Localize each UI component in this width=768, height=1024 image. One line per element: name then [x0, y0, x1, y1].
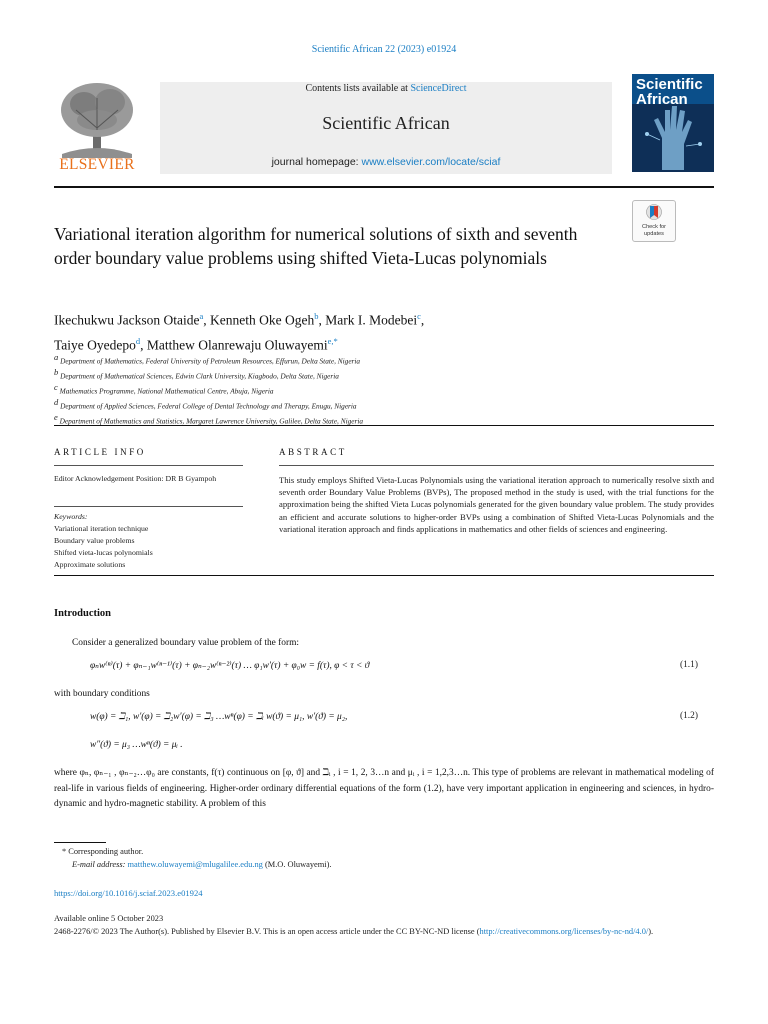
author-affiliation-link[interactable]: a	[199, 311, 204, 321]
affiliation-text: Department of Applied Sciences, Federal College of Dental Technology and Therapy, Enugu, Nigeria	[60, 401, 357, 411]
affiliation-marker: c	[54, 382, 58, 393]
license-statement	[54, 926, 714, 938]
crossmark-label	[633, 224, 675, 237]
affiliation-list	[54, 352, 714, 427]
journal-citation[interactable]	[0, 44, 768, 55]
elsevier-logo	[54, 80, 140, 176]
doi-link[interactable]: https://doi.org/10.1016/j.sciaf.2023.e01924	[54, 888, 203, 898]
article-info-rule	[54, 465, 243, 466]
cover-title-1: Scientific	[636, 76, 703, 93]
equation-1-1: φₙw⁽ⁿ⁾(τ) + φₙ₋₁w⁽ⁿ⁻¹⁾(τ) + φₙ₋₂w⁽ⁿ⁻²⁾(τ) … φ₁w′(τ) + φ₀w = f(τ), φ < τ < ϑ	[90, 661, 370, 671]
check-for-updates-badge[interactable]	[632, 200, 676, 242]
contents-line	[160, 82, 612, 94]
journal-name: Scientific African	[322, 113, 450, 133]
keywords-label: Keywords:	[54, 512, 88, 521]
author-affiliation-link[interactable]: d	[135, 335, 141, 346]
abstract-bottom-rule	[54, 575, 714, 576]
corresponding-author-note: * Corresponding author.	[62, 847, 144, 856]
affiliation-marker: a	[54, 352, 59, 362]
author-name: Ikechukwu Jackson Otaide	[54, 312, 200, 328]
author-separator: ,	[203, 312, 210, 328]
article-info-heading: ARTICLE INFO	[54, 447, 146, 457]
author-name: Mark I. Modebei	[325, 312, 418, 328]
keyword-item: Shifted vieta-lucas polynomials	[54, 548, 153, 557]
crossmark-line1: Check for	[642, 224, 666, 230]
author-name: Matthew Olanrewaju Oluwayemi	[146, 337, 328, 352]
affiliation-marker: b	[54, 367, 59, 378]
citation-link[interactable]: Scientific African 22 (2023) e01924	[311, 44, 457, 55]
homepage-link[interactable]: www.elsevier.com/locate/sciaf	[361, 156, 501, 168]
available-online: Available online 5 October 2023	[54, 914, 164, 923]
author-separator: ,	[420, 312, 425, 328]
author-affiliation-link[interactable]: c	[417, 311, 421, 321]
affiliation-text: Department of Mathematical Sciences, Edwin Clark University, Kiagbodo, Delta State, Nigeria	[60, 371, 339, 381]
email-footnote	[72, 860, 331, 869]
email-label: E-mail address:	[72, 860, 128, 869]
license-text: 2468-2276/© 2023 The Author(s). Published by Elsevier B.V. This is an open access article under the CC BY-NC-ND license (	[54, 927, 480, 936]
sciencedirect-link[interactable]: ScienceDirect	[410, 83, 467, 94]
affiliation-item	[54, 397, 714, 412]
article-title: Variational iteration algorithm for numerical solutions of sixth and seventh order boundary value problems using shifted Vieta-Lucas polynomials	[54, 224, 578, 268]
homepage-prefix: journal homepage:	[271, 156, 362, 168]
affiliation-marker: d	[54, 397, 59, 408]
keyword-item: Boundary value problems	[54, 536, 135, 545]
doi[interactable]	[54, 888, 203, 898]
author-list	[54, 306, 614, 355]
crossmark-icon	[646, 204, 662, 222]
equation-1-2-continued: w″(ϑ) = μ₃ …wⁿ(ϑ) = μᵢ .	[90, 740, 183, 750]
contents-prefix: Contents lists available at	[305, 83, 411, 94]
footnote-rule	[54, 842, 106, 843]
license-end: ).	[648, 927, 654, 936]
journal-homepage	[160, 156, 612, 168]
body-paragraph: where φₙ, φₙ₋₁ , φₙ₋₂…φ₀ are constants, f(τ) continuous on [φ, ϑ] and ℶᵢ , i = 1, 2, 3…n and μᵢ , i = 1,2,3…n. This type of problems are relevant in mathematical modeling of real-life in various fields of engineering. Higher-order ordinary differential equations of the form (1.2), have very important application in engineering and sciences, in hydro-dynamic and hydro-magnetic stability. A problem of this	[54, 768, 714, 810]
keyword-item: Variational iteration technique	[54, 524, 149, 533]
introduction-heading: Introduction	[54, 608, 111, 619]
body-paragraph: with boundary conditions	[54, 689, 150, 699]
keywords-rule	[54, 506, 243, 507]
abstract-heading: ABSTRACT	[279, 447, 347, 457]
author-affiliation-link[interactable]: e,*	[327, 335, 338, 346]
abstract-text: This study employs Shifted Vieta-Lucas Polynomials using the variational iteration approach to numerically resolve sixth and seventh order Boundary Value Problems (BVPs), The proposed method in the study is used, with the trial functions for the approximation being the shifted Vieta Lucas polynomials generated for the given boundary value problem. The study provides an efficient and accurate solutions to higher-order BVPs using a combination of Shifted Vieta-Lucas Polynomials and the variational iteration approach and finds applications in mathematics and other fields of sciences and engineering.	[279, 475, 714, 534]
header-rule	[54, 186, 714, 188]
author-separator: ,	[140, 337, 147, 352]
elsevier-wordmark: ELSEVIER	[59, 156, 135, 173]
section-rule	[54, 425, 714, 426]
keyword-item: Approximate solutions	[54, 560, 126, 569]
journal-cover[interactable]	[632, 74, 714, 172]
cover-title-2: African	[636, 91, 688, 108]
crossmark-line2: updates	[644, 230, 664, 237]
affiliation-text: Department of Mathematics and Statistics, Margaret Lawrence University, Galilee, Delta State, Nigeria	[59, 416, 363, 426]
affiliation-item	[54, 352, 714, 367]
author-separator: ,	[318, 312, 326, 328]
email-suffix: (M.O. Oluwayemi).	[262, 860, 332, 869]
email-link[interactable]: matthew.oluwayemi@mlugalilee.edu.ng	[127, 860, 263, 869]
affiliation-item	[54, 382, 714, 397]
author-name: Taiye Oyedepo	[54, 337, 136, 352]
equation-number: (1.1)	[680, 660, 698, 670]
affiliation-text: Mathematics Programme, National Mathematical Centre, Abuja, Nigeria	[59, 386, 274, 396]
editor-acknowledgement: Editor Acknowledgement Position: DR B Gyampoh	[54, 474, 217, 483]
equation-number: (1.2)	[680, 711, 698, 721]
affiliation-item	[54, 367, 714, 382]
equation-1-2: w(φ) = ℶ₁, w′(φ) = ℶ₂w′(φ) = ℶ₃ …wⁿ(φ) = ℶᵢ w(ϑ) = μ₁, w′(ϑ) = μ₂,	[90, 712, 348, 722]
license-link[interactable]: http://creativecommons.org/licenses/by-nc-nd/4.0/	[479, 927, 649, 936]
affiliation-marker: e	[54, 412, 58, 423]
author-name: Kenneth Oke Ogeh	[210, 312, 315, 328]
keywords-block	[54, 511, 244, 571]
author-affiliation-link[interactable]: b	[314, 311, 319, 321]
affiliation-text: Department of Mathematics, Federal University of Petroleum Resources, Effurun, Delta State, Nigeria	[60, 356, 361, 366]
abstract-rule	[279, 465, 714, 466]
body-paragraph: Consider a generalized boundary value problem of the form:	[72, 638, 300, 648]
